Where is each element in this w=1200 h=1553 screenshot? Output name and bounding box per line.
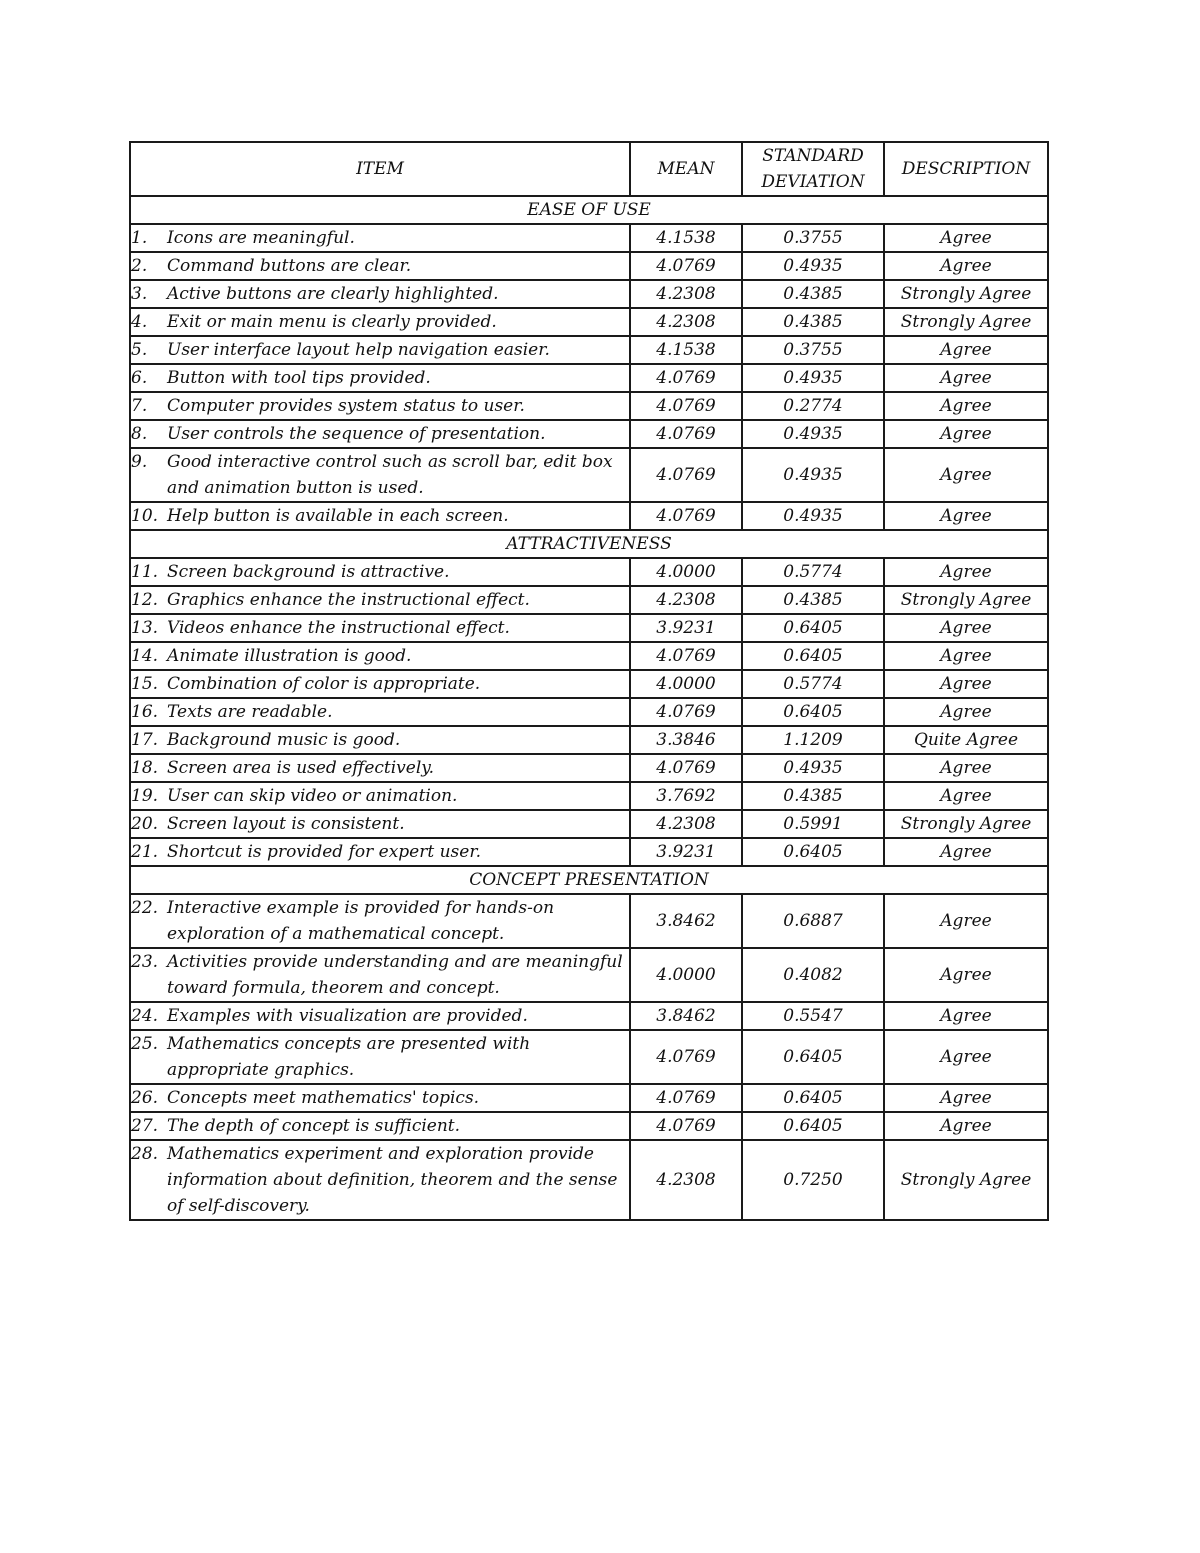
item-cell — [130, 448, 630, 502]
mean-cell: 4.0769 — [630, 252, 742, 280]
sd-cell: 0.2774 — [742, 392, 884, 420]
item-number: 10. — [131, 506, 159, 526]
item-cell — [130, 1002, 630, 1030]
table-row — [130, 308, 1048, 336]
mean-cell: 4.0769 — [630, 420, 742, 448]
item-number: 26. — [131, 1088, 159, 1108]
sd-cell: 0.6405 — [742, 642, 884, 670]
item-text: Combination of color is appropriate. — [167, 674, 481, 694]
item-number: 3. — [131, 284, 148, 304]
item-text: The depth of concept is sufficient. — [167, 1116, 461, 1136]
sd-cell: 0.6405 — [742, 1084, 884, 1112]
description-cell: Agree — [884, 392, 1048, 420]
description-cell: Agree — [884, 1084, 1048, 1112]
description-cell: Agree — [884, 224, 1048, 252]
item-text: Computer provides system status to user. — [167, 396, 525, 416]
table-row — [130, 586, 1048, 614]
description-cell: Agree — [884, 364, 1048, 392]
description-cell: Agree — [884, 614, 1048, 642]
section-row — [130, 196, 1048, 224]
section-title: EASE OF USE — [130, 196, 1048, 224]
mean-cell: 3.7692 — [630, 782, 742, 810]
table-row — [130, 698, 1048, 726]
sd-cell: 0.4935 — [742, 502, 884, 530]
item-cell — [130, 502, 630, 530]
description-cell: Agree — [884, 1030, 1048, 1084]
item-text: User can skip video or animation. — [167, 786, 458, 806]
mean-cell: 3.9231 — [630, 614, 742, 642]
item-cell — [130, 308, 630, 336]
item-text: Mathematics concepts are presented with appropriate graphics. — [167, 1034, 531, 1080]
item-number: 22. — [131, 898, 159, 918]
description-cell: Agree — [884, 1002, 1048, 1030]
table-body — [130, 196, 1048, 1220]
table-row — [130, 336, 1048, 364]
item-text: Good interactive control such as scroll bar, edit box and animation button is used. — [167, 452, 613, 498]
sd-cell: 0.4935 — [742, 364, 884, 392]
sd-cell: 0.4385 — [742, 586, 884, 614]
sd-cell: 0.6405 — [742, 614, 884, 642]
item-cell — [130, 336, 630, 364]
section-title: CONCEPT PRESENTATION — [130, 866, 1048, 894]
mean-cell: 4.0769 — [630, 1112, 742, 1140]
sd-cell: 0.6405 — [742, 1030, 884, 1084]
mean-cell: 4.2308 — [630, 810, 742, 838]
item-text: Screen background is attractive. — [167, 562, 450, 582]
mean-cell: 4.0769 — [630, 1084, 742, 1112]
item-cell — [130, 810, 630, 838]
sd-cell: 0.3755 — [742, 336, 884, 364]
sd-cell: 0.4385 — [742, 308, 884, 336]
item-number: 2. — [131, 256, 148, 276]
table-row — [130, 1140, 1048, 1220]
description-cell: Strongly Agree — [884, 280, 1048, 308]
mean-cell: 4.0000 — [630, 558, 742, 586]
table-row — [130, 670, 1048, 698]
item-cell — [130, 1112, 630, 1140]
item-cell — [130, 1140, 630, 1220]
mean-cell: 4.1538 — [630, 224, 742, 252]
mean-cell: 4.2308 — [630, 280, 742, 308]
sd-cell: 0.5547 — [742, 1002, 884, 1030]
section-title: ATTRACTIVENESS — [130, 530, 1048, 558]
item-text: Graphics enhance the instructional effect. — [167, 590, 530, 610]
table-row — [130, 280, 1048, 308]
item-cell — [130, 586, 630, 614]
sd-cell: 0.4935 — [742, 448, 884, 502]
section-row — [130, 866, 1048, 894]
sd-cell: 0.7250 — [742, 1140, 884, 1220]
header-item: ITEM — [130, 142, 630, 196]
table-row — [130, 838, 1048, 866]
item-text: Screen layout is consistent. — [167, 814, 405, 834]
item-cell — [130, 754, 630, 782]
description-cell: Strongly Agree — [884, 1140, 1048, 1220]
item-text: Texts are readable. — [167, 702, 333, 722]
item-number: 13. — [131, 618, 159, 638]
item-number: 27. — [131, 1116, 159, 1136]
item-text: Activities provide understanding and are meaningful toward formula, theorem and concept. — [167, 952, 623, 998]
item-number: 17. — [131, 730, 159, 750]
table-row — [130, 810, 1048, 838]
sd-cell: 0.6405 — [742, 698, 884, 726]
item-number: 12. — [131, 590, 159, 610]
item-cell — [130, 642, 630, 670]
item-cell — [130, 948, 630, 1002]
table-row — [130, 782, 1048, 810]
item-text: Mathematics experiment and exploration provide information about definition, theorem and the sense of self-discovery. — [167, 1144, 618, 1216]
description-cell: Agree — [884, 754, 1048, 782]
table-row — [130, 642, 1048, 670]
header-standard-deviation — [742, 142, 884, 196]
table-row — [130, 894, 1048, 948]
item-cell — [130, 280, 630, 308]
table-row — [130, 726, 1048, 754]
table-row — [130, 614, 1048, 642]
header-sd-line2: DEVIATION — [761, 172, 865, 192]
item-number: 9. — [131, 452, 148, 472]
item-text: Background music is good. — [167, 730, 401, 750]
mean-cell: 4.0769 — [630, 502, 742, 530]
item-number: 11. — [131, 562, 159, 582]
mean-cell: 4.0000 — [630, 670, 742, 698]
table-row — [130, 224, 1048, 252]
item-cell — [130, 894, 630, 948]
mean-cell: 4.0769 — [630, 698, 742, 726]
item-number: 5. — [131, 340, 148, 360]
item-text: Shortcut is provided for expert user. — [167, 842, 481, 862]
mean-cell: 4.0769 — [630, 448, 742, 502]
item-number: 18. — [131, 758, 159, 778]
sd-cell: 0.4385 — [742, 782, 884, 810]
item-cell — [130, 392, 630, 420]
table-row — [130, 558, 1048, 586]
table-row — [130, 948, 1048, 1002]
header-row — [130, 142, 1048, 196]
mean-cell: 4.0000 — [630, 948, 742, 1002]
item-cell — [130, 1084, 630, 1112]
sd-cell: 0.5774 — [742, 670, 884, 698]
header-description: DESCRIPTION — [884, 142, 1048, 196]
table-row — [130, 252, 1048, 280]
item-number: 24. — [131, 1006, 159, 1026]
description-cell: Agree — [884, 448, 1048, 502]
item-text: User controls the sequence of presentation. — [167, 424, 546, 444]
description-cell: Agree — [884, 894, 1048, 948]
item-number: 20. — [131, 814, 159, 834]
description-cell: Quite Agree — [884, 726, 1048, 754]
description-cell: Agree — [884, 948, 1048, 1002]
description-cell: Agree — [884, 698, 1048, 726]
item-cell — [130, 252, 630, 280]
item-cell — [130, 782, 630, 810]
sd-cell: 0.4082 — [742, 948, 884, 1002]
item-cell — [130, 558, 630, 586]
sd-cell: 0.3755 — [742, 224, 884, 252]
item-number: 1. — [131, 228, 148, 248]
item-number: 4. — [131, 312, 148, 332]
description-cell: Agree — [884, 502, 1048, 530]
table-row — [130, 502, 1048, 530]
table-row — [130, 420, 1048, 448]
mean-cell: 4.0769 — [630, 642, 742, 670]
sd-cell: 0.4935 — [742, 754, 884, 782]
table-row — [130, 1084, 1048, 1112]
item-text: Exit or main menu is clearly provided. — [167, 312, 497, 332]
item-text: Examples with visualization are provided. — [167, 1006, 528, 1026]
item-number: 7. — [131, 396, 148, 416]
description-cell: Agree — [884, 420, 1048, 448]
description-cell: Agree — [884, 782, 1048, 810]
table-row — [130, 1002, 1048, 1030]
mean-cell: 3.3846 — [630, 726, 742, 754]
item-number: 16. — [131, 702, 159, 722]
item-text: Interactive example is provided for hands-on exploration of a mathematical concept. — [167, 898, 555, 944]
description-cell: Agree — [884, 558, 1048, 586]
table-row — [130, 1030, 1048, 1084]
item-text: User interface layout help navigation easier. — [167, 340, 550, 360]
item-cell — [130, 1030, 630, 1084]
mean-cell: 3.8462 — [630, 894, 742, 948]
item-cell — [130, 698, 630, 726]
description-cell: Agree — [884, 670, 1048, 698]
description-cell: Agree — [884, 642, 1048, 670]
item-number: 23. — [131, 952, 159, 972]
description-cell: Strongly Agree — [884, 308, 1048, 336]
mean-cell: 4.0769 — [630, 364, 742, 392]
table-row — [130, 754, 1048, 782]
item-cell — [130, 726, 630, 754]
mean-cell: 3.9231 — [630, 838, 742, 866]
sd-cell: 1.1209 — [742, 726, 884, 754]
mean-cell: 4.1538 — [630, 336, 742, 364]
table-row — [130, 392, 1048, 420]
section-row — [130, 530, 1048, 558]
sd-cell: 0.5991 — [742, 810, 884, 838]
item-text: Animate illustration is good. — [167, 646, 412, 666]
mean-cell: 4.2308 — [630, 308, 742, 336]
header-sd-line1: STANDARD — [762, 146, 864, 166]
mean-cell: 4.2308 — [630, 586, 742, 614]
sd-cell: 0.6887 — [742, 894, 884, 948]
item-text: Icons are meaningful. — [167, 228, 355, 248]
item-text: Concepts meet mathematics' topics. — [167, 1088, 480, 1108]
item-text: Command buttons are clear. — [167, 256, 412, 276]
item-number: 19. — [131, 786, 159, 806]
description-cell: Strongly Agree — [884, 810, 1048, 838]
item-number: 6. — [131, 368, 148, 388]
item-cell — [130, 614, 630, 642]
item-text: Help button is available in each screen. — [167, 506, 509, 526]
evaluation-table — [129, 141, 1049, 1221]
mean-cell: 4.0769 — [630, 754, 742, 782]
sd-cell: 0.6405 — [742, 838, 884, 866]
sd-cell: 0.4935 — [742, 252, 884, 280]
item-text: Active buttons are clearly highlighted. — [167, 284, 499, 304]
description-cell: Agree — [884, 1112, 1048, 1140]
item-cell — [130, 364, 630, 392]
sd-cell: 0.5774 — [742, 558, 884, 586]
table-row — [130, 364, 1048, 392]
description-cell: Strongly Agree — [884, 586, 1048, 614]
mean-cell: 3.8462 — [630, 1002, 742, 1030]
sd-cell: 0.4385 — [742, 280, 884, 308]
mean-cell: 4.0769 — [630, 392, 742, 420]
item-cell — [130, 670, 630, 698]
mean-cell: 4.0769 — [630, 1030, 742, 1084]
mean-cell: 4.2308 — [630, 1140, 742, 1220]
item-text: Screen area is used effectively. — [167, 758, 435, 778]
item-cell — [130, 224, 630, 252]
table-row — [130, 1112, 1048, 1140]
sd-cell: 0.6405 — [742, 1112, 884, 1140]
sd-cell: 0.4935 — [742, 420, 884, 448]
item-cell — [130, 838, 630, 866]
item-number: 8. — [131, 424, 148, 444]
header-mean: MEAN — [630, 142, 742, 196]
item-text: Button with tool tips provided. — [167, 368, 431, 388]
item-number: 28. — [131, 1144, 159, 1164]
description-cell: Agree — [884, 336, 1048, 364]
item-number: 21. — [131, 842, 159, 862]
item-number: 15. — [131, 674, 159, 694]
table-row — [130, 448, 1048, 502]
item-cell — [130, 420, 630, 448]
item-text: Videos enhance the instructional effect. — [167, 618, 510, 638]
item-number: 14. — [131, 646, 159, 666]
description-cell: Agree — [884, 838, 1048, 866]
item-number: 25. — [131, 1034, 159, 1054]
description-cell: Agree — [884, 252, 1048, 280]
